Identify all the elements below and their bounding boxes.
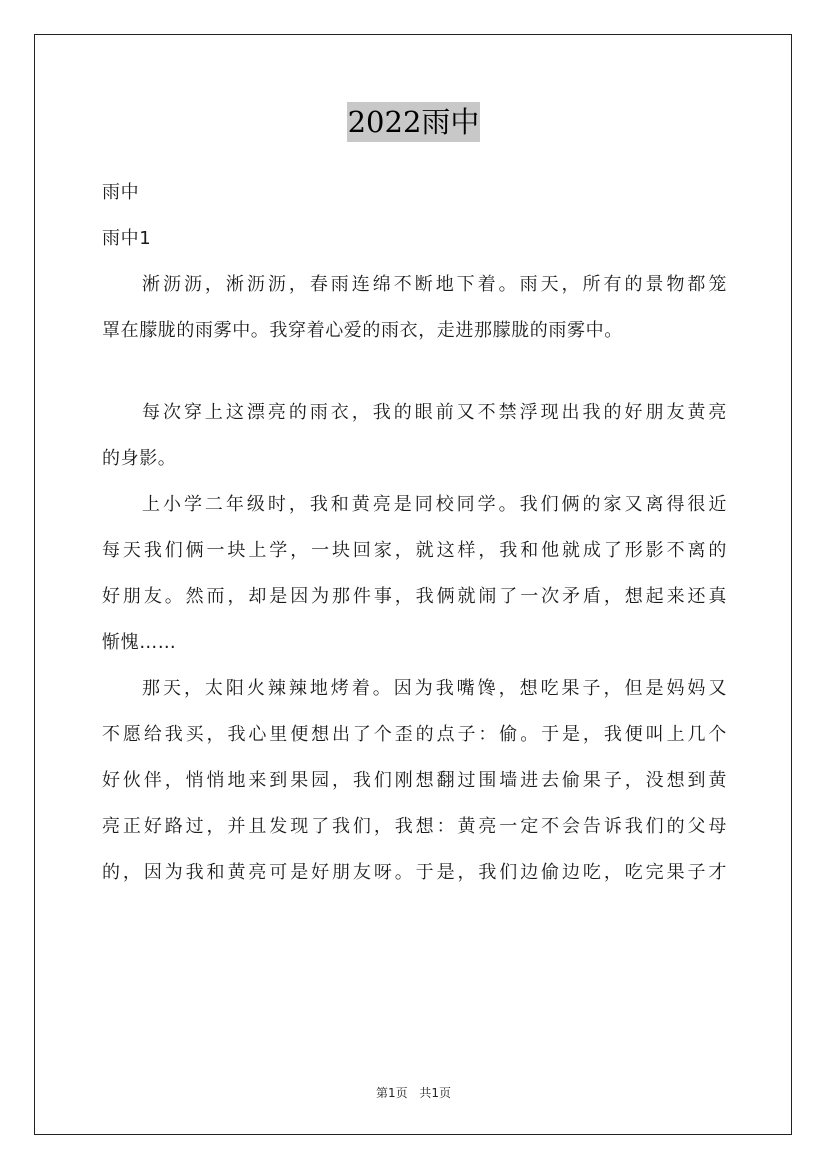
paragraph-line: 亮正好路过，并且发现了我们，我想：黄亮一定不会告诉我们的父母 — [102, 816, 727, 837]
paragraph-line: 惭愧…… — [102, 632, 177, 653]
subheading: 雨中1 — [102, 228, 152, 249]
paragraph-line: 罩在朦胧的雨雾中。我穿着心爱的雨衣，走进那朦胧的雨雾中。 — [102, 320, 623, 341]
page-total: 共1页 — [419, 1086, 452, 1100]
page-number: 第1页 — [375, 1086, 408, 1100]
paragraph-line: 好伙伴，悄悄地来到果园，我们刚想翻过围墙进去偷果子，没想到黄 — [102, 770, 727, 791]
paragraph-line: 每次穿上这漂亮的雨衣，我的眼前又不禁浮现出我的好朋友黄亮 — [142, 402, 727, 423]
title-container — [0, 102, 827, 142]
paragraph-line: 上小学二年级时，我和黄亮是同校同学。我们俩的家又离得很近 — [142, 494, 727, 515]
page-footer — [0, 1084, 827, 1101]
paragraph-line: 不愿给我买，我心里便想出了个歪的点子：偷。于是，我便叫上几个 — [102, 724, 727, 745]
blank-line — [102, 354, 727, 390]
document-title: 2022雨中 — [347, 102, 481, 142]
paragraph-line: 的，因为我和黄亮可是好朋友呀。于是，我们边偷边吃，吃完果子才 — [102, 862, 727, 883]
paragraph-line: 每天我们俩一块上学，一块回家，就这样，我和他就成了形影不离的 — [102, 540, 727, 561]
paragraph-line: 的身影。 — [102, 448, 177, 469]
paragraph-line: 好朋友。然而，却是因为那件事，我俩就闹了一次矛盾，想起来还真 — [102, 586, 727, 607]
heading: 雨中 — [102, 182, 140, 203]
paragraph-line: 淅沥沥，淅沥沥，春雨连绵不断地下着。雨天，所有的景物都笼 — [142, 274, 727, 295]
document-body — [102, 170, 727, 896]
paragraph-line: 那天，太阳火辣辣地烤着。因为我嘴馋，想吃果子，但是妈妈又 — [142, 678, 727, 699]
